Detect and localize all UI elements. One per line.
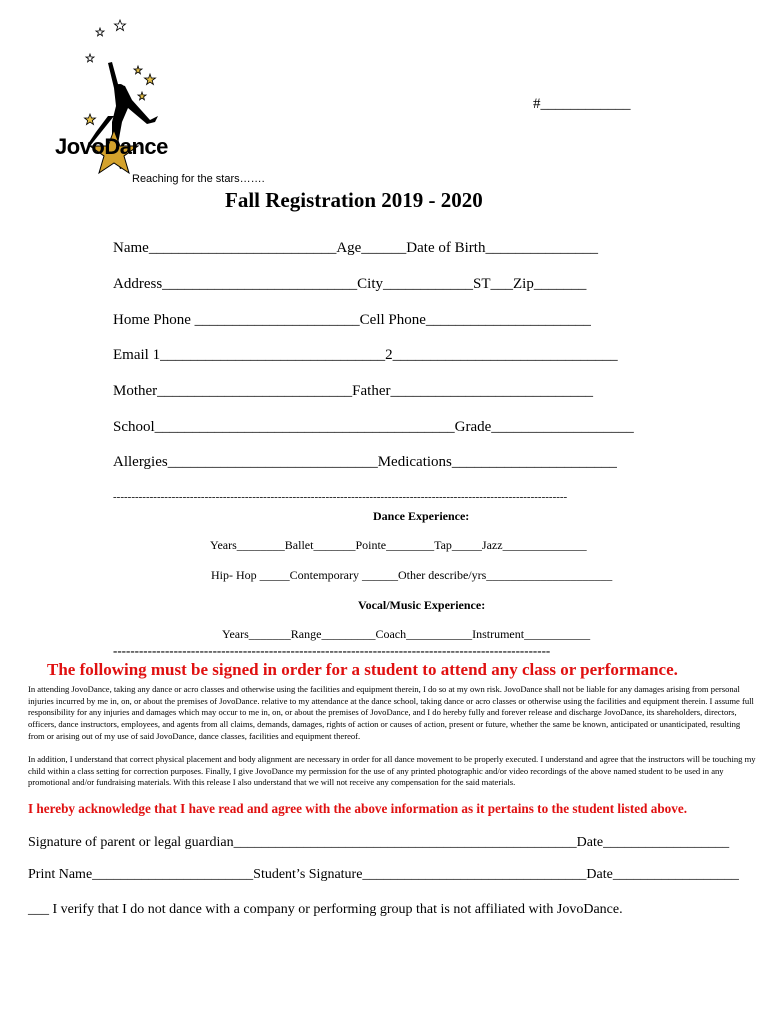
page-title: Fall Registration 2019 - 2020 [225, 188, 483, 212]
logo-tagline: Reaching for the stars……. [132, 173, 265, 185]
guardian-signature-field[interactable]: Signature of parent or legal guardian_________________________________________________Date__________________ [28, 835, 730, 850]
section-divider: ---------------------------------------------------------------------------------------------------------------------------- [113, 491, 568, 503]
email-field[interactable]: Email 1______________________________2______________________________ [113, 347, 618, 363]
liability-waiver-paragraph: In attending JovoDance, taking any dance or acro classes and otherwise using the facilities and equipment therein, I do so at my own risk. JovoDance shall not be liable for any damages arising from personal injuries incurred by me in, on, or about the premises of JovoDance. relative to my attendance at the dance school, taking dance or acro classes or otherwise using the facilities and equipment therein. I assume full responsibility for any injuries and damages which may occur to me in, on, or about the premises of JovoDance, and I do hereby fully and forever release and discharge JovoDance, its shareholders, directors, officers, dance instructors, employees, and agents from all claims, demands, damages, rights of action or causes of action, present or future, whether the same be known, anticipated or unanticipated, resulting from or arising out of my use of said JovoDance, dance classes, facilities and equipment thereof. [28, 684, 754, 741]
vocal-experience-row[interactable]: Years_______Range_________Coach___________Instrument___________ [222, 627, 591, 641]
parents-field[interactable]: Mother__________________________Father___________________________ [113, 383, 593, 399]
dance-experience-row-2[interactable]: Hip- Hop _____Contemporary ______Other describe/yrs_____________________ [211, 568, 613, 582]
jovodance-logo [50, 18, 180, 188]
form-number: #____________ [533, 96, 631, 112]
dance-experience-heading: Dance Experience: [373, 509, 470, 523]
signature-notice: The following must be signed in order for a student to attend any class or performance. [47, 660, 678, 679]
vocal-experience-heading: Vocal/Music Experience: [358, 598, 486, 612]
consent-paragraph: In addition, I understand that correct physical placement and body alignment are necessary in order for all dance movement to be properly executed. I understand and agree that the instructors will be touching my child within a class setting for correction purposes. Finally, I give JovoDance my permission for the use of any printed photographic and/or video recordings of the above named student to be used in any promotional and/or fundraising materials. With this release I also understand that we will not receive any compensation for the said materials. [28, 754, 756, 788]
logo-brand: JovoDance [55, 134, 168, 159]
name-age-dob-field[interactable]: Name_________________________Age______Date of Birth_______________ [113, 240, 598, 256]
print-name-student-signature-field[interactable]: Print Name_______________________Student’s Signature________________________________Date__________________ [28, 867, 739, 882]
affiliation-verification-checkbox[interactable]: ___ I verify that I do not dance with a company or performing group that is not affiliated with JovoDance. [28, 902, 623, 917]
school-grade-field[interactable]: School________________________________________Grade___________________ [113, 419, 634, 435]
address-field[interactable]: Address__________________________City____________ST___Zip_______ [113, 276, 587, 292]
allergies-medications-field[interactable]: Allergies____________________________Medications______________________ [113, 454, 617, 470]
section-divider-bold: ----------------------------------------------------------------------------------------------------- [113, 643, 551, 658]
dance-experience-row-1[interactable]: Years________Ballet_______Pointe________Tap_____Jazz______________ [210, 538, 587, 552]
phone-field[interactable]: Home Phone ______________________Cell Phone______________________ [113, 312, 591, 328]
acknowledgement: I hereby acknowledge that I have read and agree with the above information as it pertains to the student listed above. [28, 801, 688, 816]
